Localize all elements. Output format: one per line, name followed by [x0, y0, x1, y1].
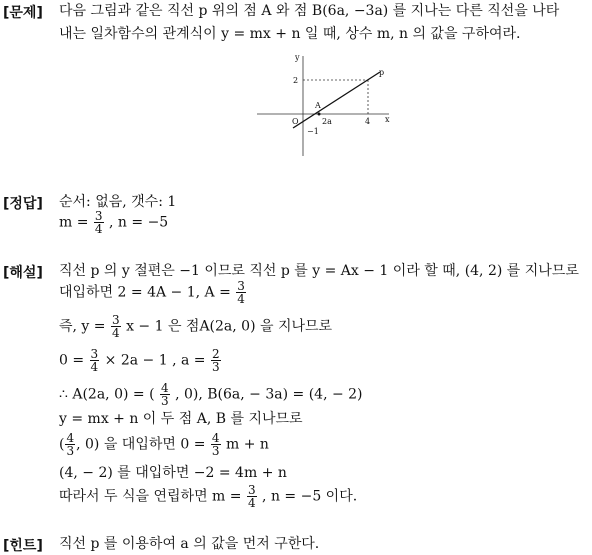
x-axis-label: x	[385, 115, 390, 124]
tick-y-neg1: −1	[307, 127, 319, 136]
solution-line-9: 따라서 두 식을 연립하면 m = $\frac{3}{4}$ , n = −5 이다.	[59, 483, 358, 510]
tick-4: 4	[365, 117, 371, 126]
fraction-two-thirds: $\frac{2}{3}$	[211, 347, 220, 374]
fraction-four-thirds: $\frac{4}{3}$	[161, 381, 169, 408]
fraction-m: $\frac{3}{4}$	[94, 209, 103, 236]
line-p-label: p	[379, 68, 385, 77]
point-a-label: A	[315, 101, 321, 110]
solution-line-8: (4, − 2) 를 대입하면 −2 = 4m + n	[59, 465, 287, 481]
answer-line-1: 순서: 없음, 갯수: 1	[59, 194, 177, 210]
tick-y-2: 2	[293, 76, 299, 85]
fraction-m-final: $\frac{3}{4}$	[247, 483, 256, 510]
origin-label: O	[292, 117, 299, 126]
hint-tag: [힌트]	[3, 538, 43, 554]
tick-2a: 2a	[322, 117, 332, 126]
answer-line-2: m = $\frac{3}{4}$ , n = −5	[59, 209, 169, 236]
fraction-four-thirds-point: $\frac{4}{3}$	[66, 431, 75, 458]
fraction-four-thirds-m: $\frac{4}{3}$	[211, 431, 220, 458]
point-a	[318, 113, 321, 116]
coordinate-graph	[255, 50, 395, 160]
fraction-a: $\frac{3}{4}$	[237, 279, 245, 306]
hint-line: 직선 p 를 이용하여 a 의 값을 먼저 구한다.	[59, 536, 320, 552]
answer-tag: [정답]	[3, 196, 43, 212]
fraction-slope: $\frac{3}{4}$	[111, 313, 120, 340]
solution-line-4: 0 = $\frac{3}{4}$ × 2a − 1 , a = $\frac{2}{3}$	[59, 347, 220, 374]
solution-line-3: 즉, y = $\frac{3}{4}$ x − 1 은 점A(2a, 0) 을 지나므로	[59, 313, 333, 340]
problem-tag: [문제]	[3, 5, 43, 21]
problem-line-1: 다음 그림과 같은 직선 p 위의 점 A 와 점 B(6a, −3a) 를 지나는 다른 직선을 나타	[59, 3, 560, 19]
fraction-three-quarters: $\frac{3}{4}$	[90, 347, 99, 374]
solution-line-2: 대입하면 2 = 4A − 1, A = $\frac{3}{4}$	[59, 279, 245, 306]
solution-line-1: 직선 p 의 y 절편은 −1 이므로 직선 p 를 y = Ax − 1 이라 할 때, (4, 2) 를 지나므로	[59, 263, 579, 279]
problem-line-2: 내는 일차함수의 관계식이 y = mx + n 일 때, 상수 m, n 의 값을 구하여라.	[59, 26, 521, 42]
solution-line-7: ( $\frac{4}{3}$ , 0) 을 대입하면 0 = $\frac{4}{3}$ m + n	[59, 431, 269, 458]
solution-line-6: y = mx + n 이 두 점 A, B 를 지나므로	[59, 411, 303, 427]
solution-line-5: ∴ A(2a, 0) = ( $\frac{4}{3}$ , 0), B(6a, − 3a) = (4, − 2)	[59, 381, 363, 408]
solution-tag: [해설]	[3, 265, 43, 281]
y-axis-label: y	[295, 53, 300, 62]
